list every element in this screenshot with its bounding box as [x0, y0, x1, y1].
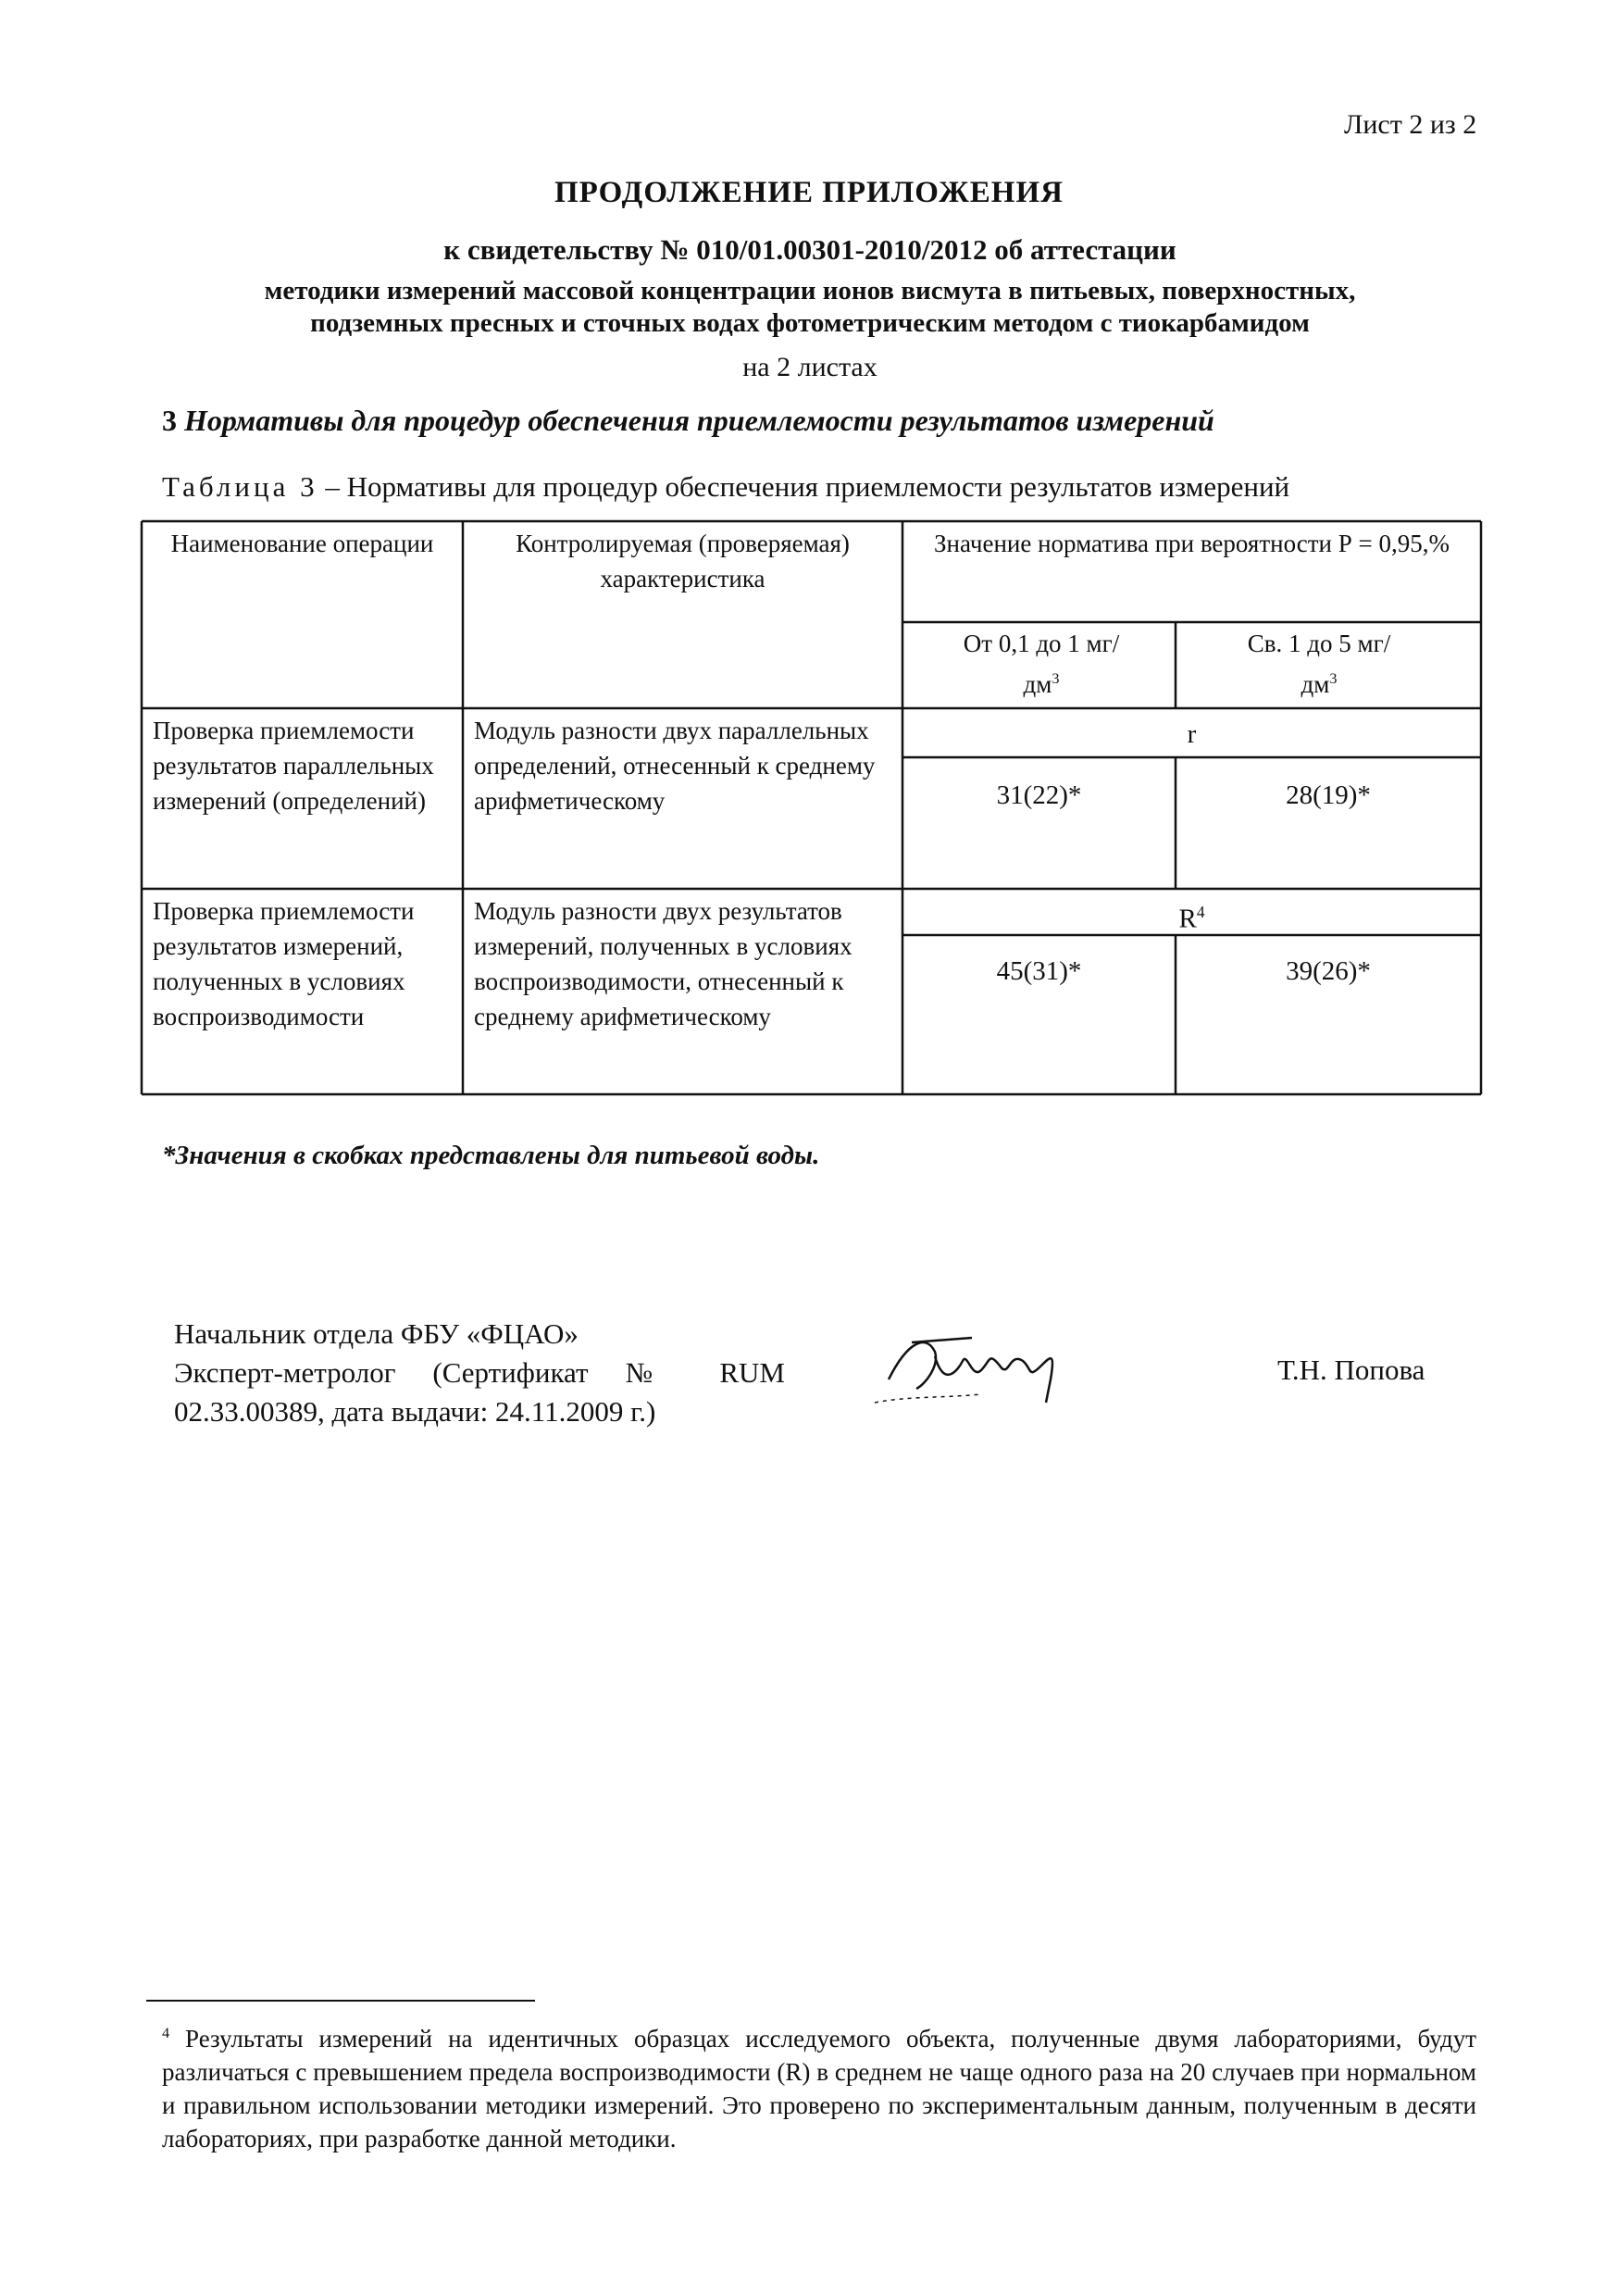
- sheets-count: на 2 листах: [742, 352, 877, 382]
- footnote-separator: [146, 2000, 535, 2002]
- handwritten-signature: [870, 1315, 1092, 1416]
- row-2-operation: Проверка приемлемости результатов измерений, полученных в условиях воспроизводимости: [153, 897, 415, 1030]
- sheet-number: Лист 2 из 2: [1344, 109, 1477, 140]
- row-1-value-2: 28(19)*: [1286, 780, 1371, 810]
- header-range-1-text: От 0,1 до 1 мг/дм: [963, 630, 1120, 698]
- row-2-symbol: [912, 894, 1472, 937]
- row-2-characteristic: Модуль разности двух результатов измерений, полученных в условиях воспроизводимости, отнесенный к среднему арифметическому: [474, 897, 853, 1030]
- section-heading: [162, 404, 1214, 438]
- table-note: *Значения в скобках представлены для питьевой воды.: [162, 1141, 820, 1170]
- signatory-block: [174, 1315, 785, 1431]
- header-range-2-text: Св. 1 до 5 мг/дм: [1247, 630, 1391, 698]
- header-norm: Значение норматива при вероятности Р = 0,95,%: [934, 530, 1450, 557]
- row-1-characteristic: Модуль разности двух параллельных определений, отнесенный к среднему арифметическому: [474, 717, 876, 815]
- table-caption: [162, 470, 1289, 504]
- header-range-2: [1240, 626, 1398, 702]
- header-range-1: [963, 626, 1120, 702]
- row-1-operation: Проверка приемлемости результатов параллельных измерений (определений): [153, 717, 434, 815]
- certificate-line: к свидетельству № 010/01.00301-2010/2012 об аттестации: [443, 233, 1176, 266]
- row-1-value-1: 31(22)*: [996, 780, 1082, 810]
- section-title: Нормативы для процедур обеспечения приемлемости результатов измерений: [184, 404, 1214, 437]
- method-line-2: подземных пресных и сточных водах фотометрическим методом с тиокарбамидом: [310, 308, 1310, 338]
- row-2-value-2: 39(26)*: [1286, 956, 1371, 986]
- row-2-symbol-sup: 4: [1196, 903, 1205, 921]
- method-line-1: методики измерений массовой концентрации ионов висмута в питьевых, поверхностных,: [264, 276, 1356, 306]
- signatory-certificate: Эксперт-метролог (Сертификат № RUM 02.33.00389, дата выдачи: 24.11.2009 г.): [174, 1356, 785, 1428]
- footnote-text: Результаты измерений на идентичных образцах исследуемого объекта, полученные двумя лабораториями, будут различаться с превышением предела воспроизводимости (R) в среднем не чаще одного раза на 20 случаев при нормальном и правильном использовании методики измерений. Это проверено по экспериментальным данным, полученным в десяти лабораториях, при разработке данной методики.: [162, 2025, 1476, 2152]
- table-caption-label: Таблица 3: [162, 470, 318, 503]
- row-2-value-1: 45(31)*: [996, 956, 1082, 986]
- footnote: [162, 2016, 1476, 2155]
- document-title: ПРОДОЛЖЕНИЕ ПРИЛОЖЕНИЯ: [554, 176, 1064, 209]
- header-characteristic: Контролируемая (проверяемая) характеристика: [516, 530, 850, 593]
- row-1-symbol: r: [1187, 719, 1197, 749]
- signatory-name: Т.Н. Попова: [1277, 1354, 1425, 1386]
- row-2-symbol-text: R: [1178, 904, 1197, 934]
- header-range-1-exp: 3: [1052, 670, 1060, 687]
- header-range-2-exp: 3: [1329, 670, 1338, 687]
- footnote-mark: 4: [162, 2025, 170, 2041]
- table-caption-text: – Нормативы для процедур обеспечения приемлемости результатов измерений: [317, 470, 1290, 503]
- signatory-position: Начальник отдела ФБУ «ФЦАО»: [174, 1317, 579, 1350]
- section-number: 3: [162, 404, 177, 437]
- header-operation: Наименование операции: [170, 530, 434, 557]
